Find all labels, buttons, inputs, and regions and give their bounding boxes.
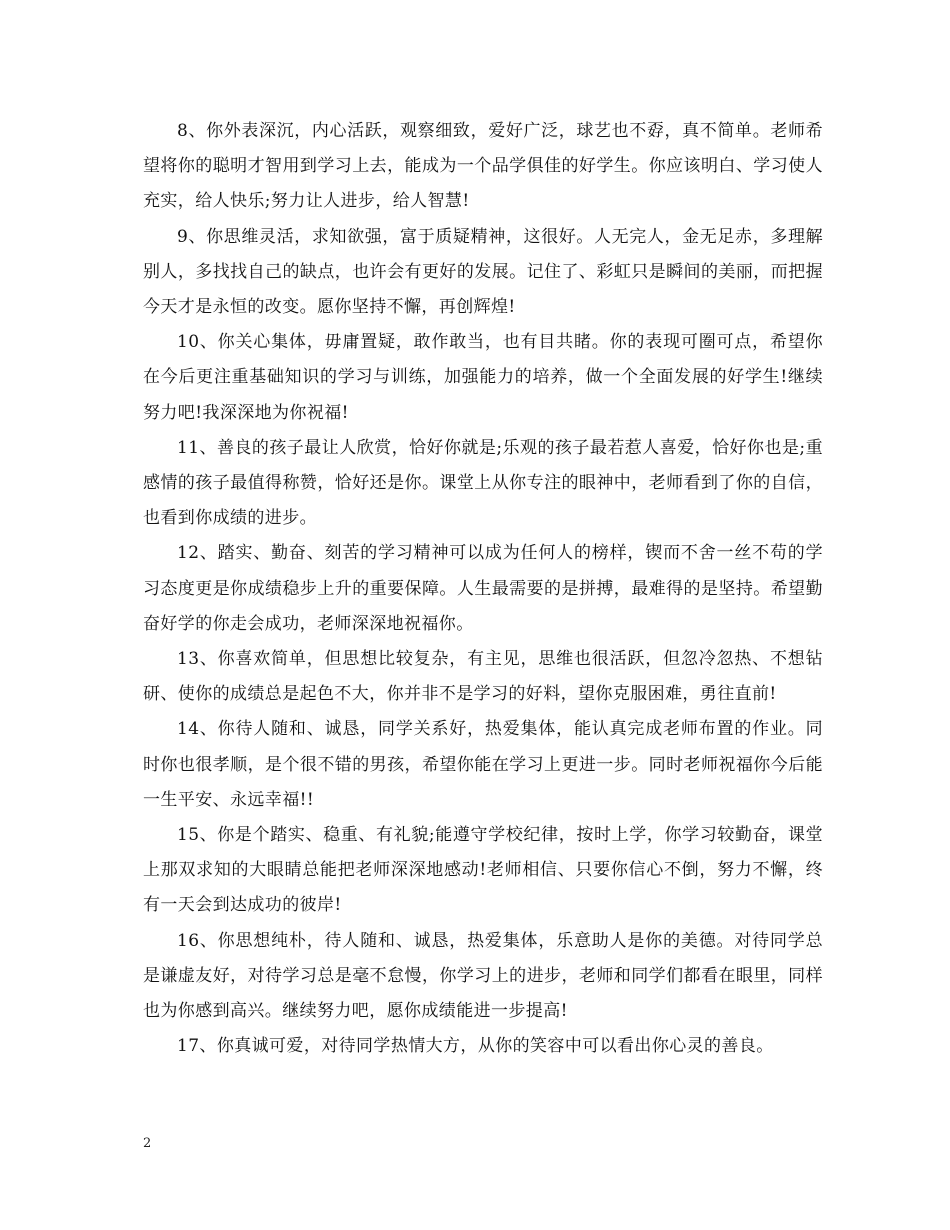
paragraph-16: 16、你思想纯朴，待人随和、诚恳，热爱集体，乐意助人是你的美德。对待同学总是谦虚友好，对待学习总是毫不怠慢，你学习上的进步，老师和同学们都看在眼里，同样也为你感到高兴。继续努力吧，愿你成绩能进一步提高! bbox=[143, 930, 823, 1022]
document-body bbox=[143, 114, 823, 1064]
paragraph-11: 11、善良的孩子最让人欣赏，恰好你就是;乐观的孩子最若惹人喜爱，恰好你也是;重感情的孩子最值得称赞，恰好还是你。课堂上从你专注的眼神中，老师看到了你的自信，也看到你成绩的进步。 bbox=[143, 437, 823, 529]
paragraph-13: 13、你喜欢简单，但思想比较复杂，有主见，思维也很活跃，但忽冷忽热、不想钻研、使你的成绩总是起色不大，你并非不是学习的好料，望你克服困难，勇往直前! bbox=[143, 649, 823, 705]
paragraph-8: 8、你外表深沉，内心活跃，观察细致，爱好广泛，球艺也不孬，真不简单。老师希望将你的聪明才智用到学习上去，能成为一个品学俱佳的好学生。你应该明白、学习使人充实，给人快乐;努力让人进步，给人智慧! bbox=[143, 121, 823, 212]
paragraph-10: 10、你关心集体，毋庸置疑，敢作敢当，也有目共睹。你的表现可圈可点，希望你在今后更注重基础知识的学习与训练，加强能力的培养，做一个全面发展的好学生!继续努力吧!我深深地为你祝福! bbox=[143, 332, 823, 423]
page-number: 2 bbox=[143, 1136, 152, 1151]
paragraph-15: 15、你是个踏实、稳重、有礼貌;能遵守学校纪律，按时上学，你学习较勤奋，课堂上那双求知的大眼睛总能把老师深深地感动!老师相信、只要你信心不倒，努力不懈，终有一天会到达成功的彼岸! bbox=[143, 825, 823, 916]
paragraph-17: 17、你真诚可爱，对待同学热情大方，从你的笑容中可以看出你心灵的善良。 bbox=[177, 1036, 774, 1057]
paragraph-14: 14、你待人随和、诚恳，同学关系好，热爱集体，能认真完成老师布置的作业。同时你也很孝顺，是个很不错的男孩，希望你能在学习上更进一步。同时老师祝福你今后能一生平安、永远幸福!! bbox=[143, 719, 823, 810]
paragraph-9: 9、你思维灵活，求知欲强，富于质疑精神，这很好。人无完人，金无足赤，多理解别人，多找找自己的缺点，也许会有更好的发展。记住了、彩虹只是瞬间的美丽，而把握今天才是永恒的改变。愿你坚持不懈，再创辉煌! bbox=[143, 226, 823, 318]
paragraph-12: 12、踏实、勤奋、刻苦的学习精神可以成为任何人的榜样，锲而不舍一丝不苟的学习态度更是你成绩稳步上升的重要保障。人生最需要的是拼搏，最难得的是坚持。希望勤奋好学的你走会成功，老师深深地祝福你。 bbox=[143, 543, 823, 634]
